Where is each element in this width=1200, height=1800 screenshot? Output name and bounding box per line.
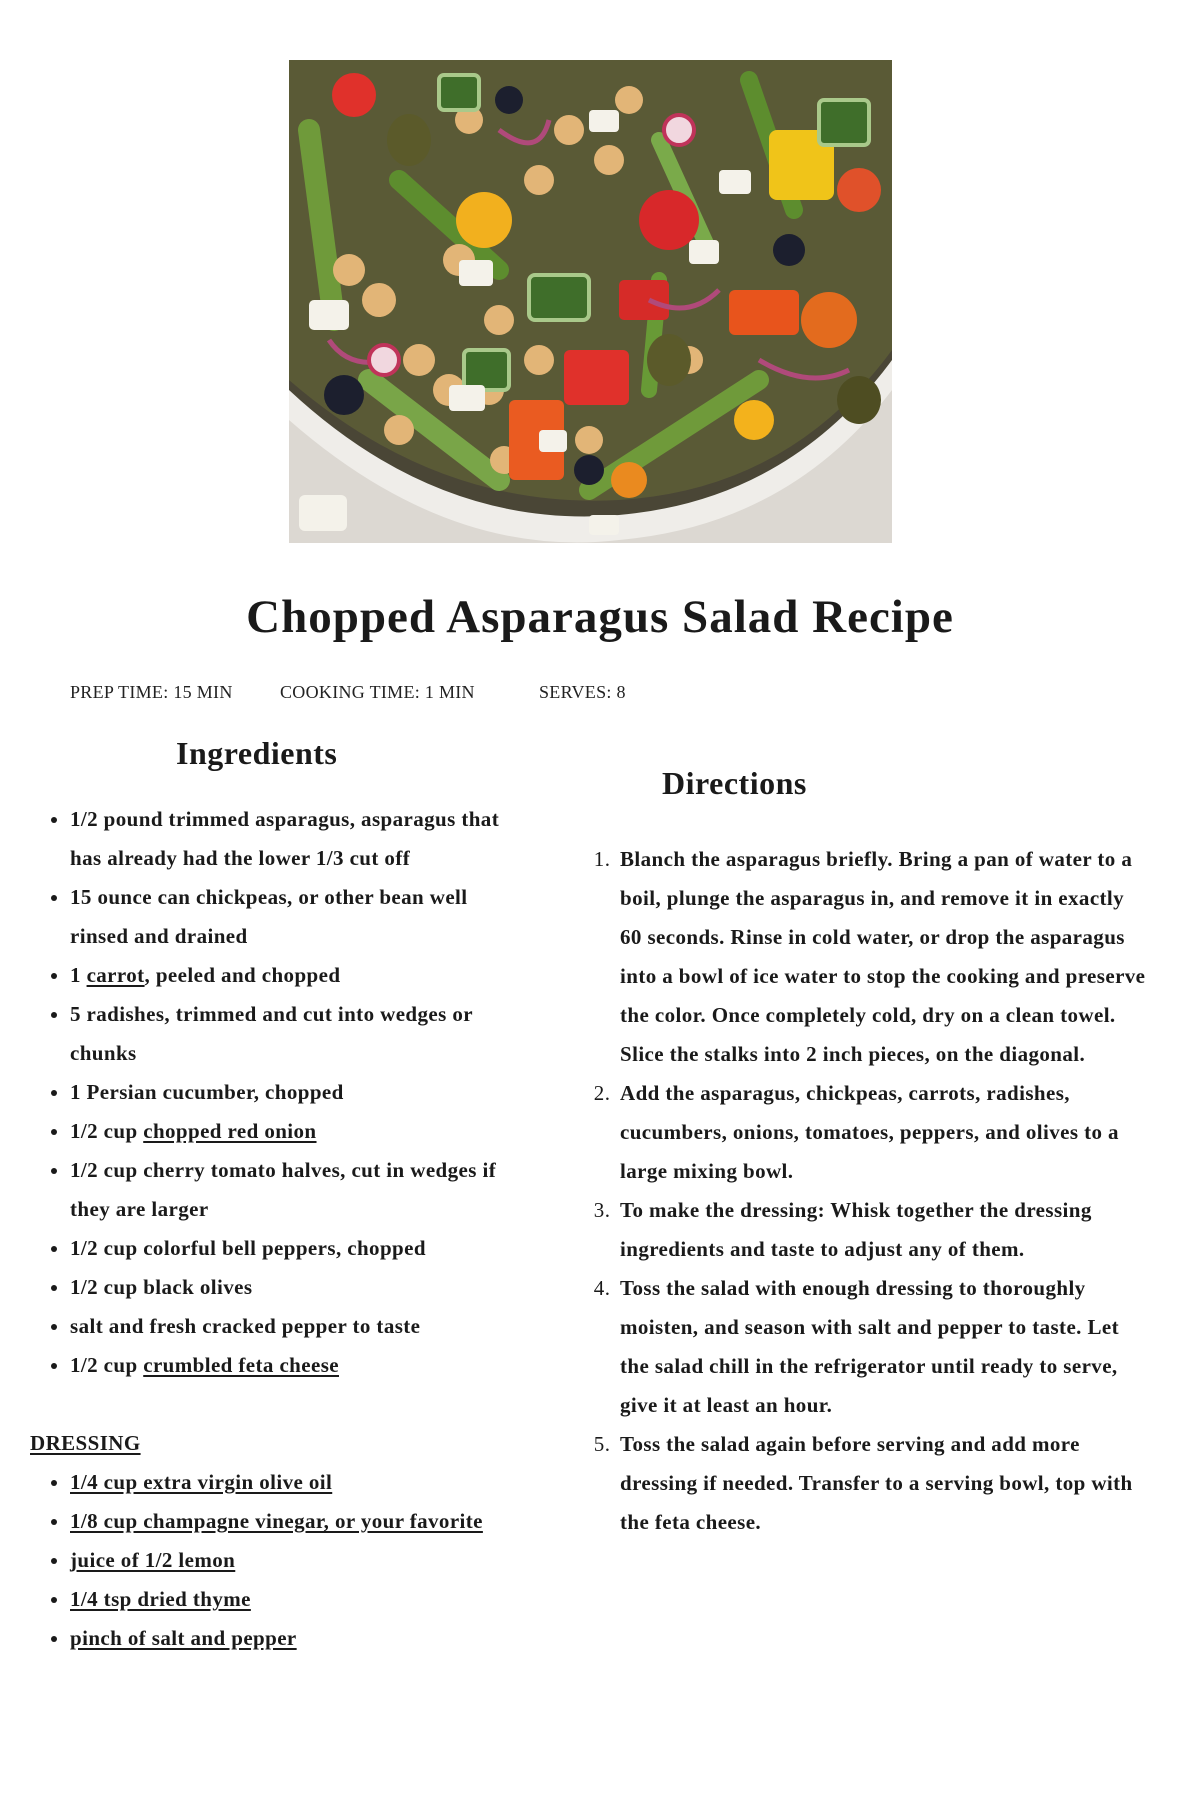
ingredient-text: 1	[70, 963, 87, 987]
ingredient-text: 1/2 cup	[70, 1119, 144, 1143]
ingredient-text: , peeled and chopped	[144, 963, 341, 987]
ingredient-item: • 1/2 pound trimmed asparagus, asparagus that has already had the lower 1/3 cut off	[70, 800, 510, 878]
ingredient-item: • 1/2 cup cherry tomato halves, cut in wedges if they are larger	[70, 1151, 510, 1229]
dressing-item	[70, 1463, 510, 1502]
dressing-item	[70, 1580, 510, 1619]
salad-photo	[289, 60, 892, 543]
ingredient-item	[70, 956, 510, 995]
directions-list	[588, 840, 1148, 1542]
ingredient-text: 1/2 cup	[70, 1353, 144, 1377]
ingredient-link-feta[interactable]: crumbled feta cheese	[143, 1353, 339, 1377]
direction-step: 4. Toss the salad with enough dressing to thoroughly moisten, and season with salt and pepper to taste. Let the salad chill in the refrigerator until ready to serve, give it at least an hour.	[616, 1269, 1148, 1425]
directions-section	[588, 840, 1148, 1542]
ingredient-item	[70, 1346, 510, 1385]
dressing-link[interactable]: 1/8 cup champagne vinegar, or your favorite	[70, 1509, 483, 1533]
ingredient-item: • 5 radishes, trimmed and cut into wedges or chunks	[70, 995, 510, 1073]
dressing-label: DRESSING	[30, 1431, 141, 1455]
ingredient-item: • salt and fresh cracked pepper to taste	[70, 1307, 510, 1346]
direction-step: 5. Toss the salad again before serving and add more dressing if needed. Transfer to a serving bowl, top with the feta cheese.	[616, 1425, 1148, 1542]
ingredients-section	[30, 800, 510, 1658]
ingredients-heading: Ingredients	[176, 735, 338, 771]
cooking-time: COOKING TIME: 1 MIN	[280, 682, 475, 702]
dressing-link[interactable]: pinch of salt and pepper	[70, 1626, 297, 1650]
ingredient-item: • 1/2 cup colorful bell peppers, chopped	[70, 1229, 510, 1268]
ingredient-item: • 1/2 cup black olives	[70, 1268, 510, 1307]
dressing-link[interactable]: juice of 1/2 lemon	[70, 1548, 236, 1572]
dressing-link[interactable]: 1/4 tsp dried thyme	[70, 1587, 251, 1611]
serves: SERVES: 8	[539, 682, 626, 702]
ingredient-item	[70, 1112, 510, 1151]
salad-photo-illustration	[289, 60, 892, 543]
ingredient-link-red-onion[interactable]: chopped red onion	[143, 1119, 317, 1143]
prep-time: PREP TIME: 15 MIN	[70, 682, 233, 702]
ingredient-item: • 15 ounce can chickpeas, or other bean well rinsed and drained	[70, 878, 510, 956]
dressing-item	[70, 1619, 510, 1658]
page-title: Chopped Asparagus Salad Recipe	[246, 591, 954, 643]
dressing-link[interactable]: 1/4 cup extra virgin olive oil	[70, 1470, 333, 1494]
direction-step: 2. Add the asparagus, chickpeas, carrots, radishes, cucumbers, onions, tomatoes, peppers, and olives to a large mixing bowl.	[616, 1074, 1148, 1191]
dressing-list	[30, 1463, 510, 1658]
direction-step: 1. Blanch the asparagus briefly. Bring a pan of water to a boil, plunge the asparagus in, and remove it in exactly 60 seconds. Rinse in cold water, or drop the asparagus into a bowl of ice water to stop the cooking and preserve the color. Once completely cold, dry on a clean towel. Slice the stalks into 2 inch pieces, on the diagonal.	[616, 840, 1148, 1074]
ingredient-item: • 1 Persian cucumber, chopped	[70, 1073, 510, 1112]
direction-step: 3. To make the dressing: Whisk together the dressing ingredients and taste to adjust any of them.	[616, 1191, 1148, 1269]
dressing-item	[70, 1541, 510, 1580]
dressing-item	[70, 1502, 510, 1541]
ingredient-link-carrot[interactable]: carrot	[86, 963, 145, 987]
directions-heading: Directions	[662, 765, 807, 801]
ingredients-list	[30, 800, 510, 1385]
